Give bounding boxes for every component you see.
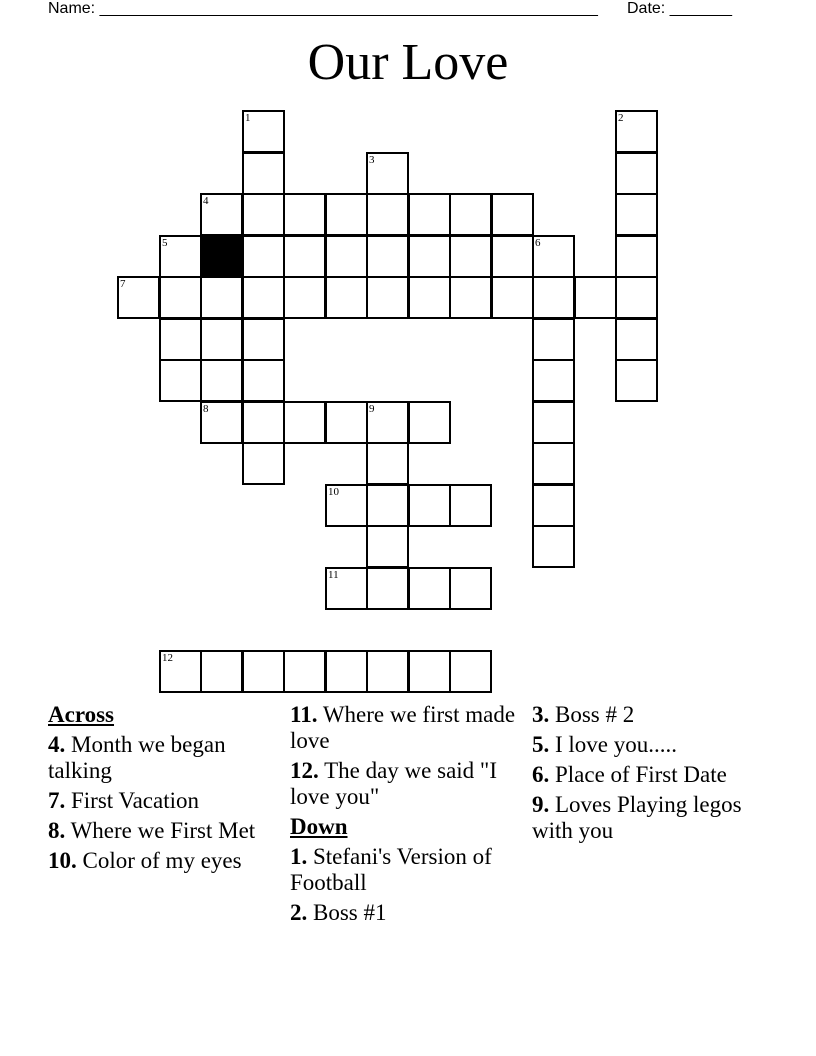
crossword-cell[interactable] [532,525,575,568]
crossword-cell[interactable] [615,276,658,319]
crossword-cell[interactable] [366,567,409,610]
crossword-cell[interactable] [200,318,243,361]
clue-number: 12. [290,758,319,783]
across-clue [48,848,283,874]
crossword-cell[interactable] [532,235,575,278]
crossword-cell[interactable] [366,650,409,693]
crossword-cell[interactable] [408,650,451,693]
crossword-cell[interactable] [366,235,409,278]
crossword-cell[interactable] [159,650,202,693]
crossword-cell[interactable] [366,401,409,444]
clues-column-1 [48,702,283,878]
crossword-cell[interactable] [200,193,243,236]
crossword-cell[interactable] [615,359,658,402]
cell-number: 12 [162,652,173,664]
crossword-cell[interactable] [449,484,492,527]
crossword-cell[interactable] [408,276,451,319]
clue-number: 5. [532,732,550,757]
crossword-cell[interactable] [242,442,285,485]
crossword-block-cell [200,235,243,278]
date-line: Date: _______ [627,0,732,17]
clue-text: Stefani's Version of Football [290,844,492,895]
crossword-cell[interactable] [200,276,243,319]
down-clue [532,792,772,844]
cell-number: 2 [618,112,624,124]
crossword-cell[interactable] [283,650,326,693]
crossword-cell[interactable] [491,193,534,236]
crossword-cell[interactable] [283,235,326,278]
crossword-cell[interactable] [200,650,243,693]
clue-text: Boss #1 [313,900,387,925]
crossword-cell[interactable] [283,276,326,319]
crossword-cell[interactable] [200,401,243,444]
crossword-cell[interactable] [491,276,534,319]
cell-number: 3 [369,154,375,166]
clue-text: The day we said "I love you" [290,758,497,809]
cell-number: 4 [203,195,209,207]
crossword-cell[interactable] [408,567,451,610]
crossword-cell[interactable] [200,359,243,402]
crossword-cell[interactable] [325,235,368,278]
clue-text: Loves Playing legos with you [532,792,742,843]
crossword-cell[interactable] [366,442,409,485]
crossword-cell[interactable] [283,401,326,444]
crossword-cell[interactable] [615,235,658,278]
cell-number: 10 [328,486,339,498]
crossword-cell[interactable] [159,359,202,402]
page-title: Our Love [307,34,509,91]
crossword-cell[interactable] [159,318,202,361]
crossword-cell[interactable] [366,276,409,319]
cell-number: 1 [245,112,251,124]
cell-number: 7 [120,278,126,290]
crossword-cell[interactable] [325,193,368,236]
crossword-cell[interactable] [408,193,451,236]
down-clue [532,732,772,758]
clue-number: 4. [48,732,66,757]
clue-text: Where we First Met [70,818,256,843]
crossword-cell[interactable] [366,193,409,236]
crossword-cell[interactable] [408,484,451,527]
clue-text: I love you..... [555,732,678,757]
clue-number: 1. [290,844,308,869]
crossword-cell[interactable] [615,193,658,236]
clue-number: 10. [48,848,77,873]
crossword-cell[interactable] [117,276,160,319]
across-heading: Across [48,702,115,727]
crossword-cell[interactable] [615,110,658,153]
cell-number: 8 [203,403,209,415]
down-clue [532,762,772,788]
cell-number: 11 [328,569,339,581]
crossword-cell[interactable] [242,401,285,444]
down-clue [290,844,528,896]
clues-column-3 [532,702,772,848]
clue-number: 9. [532,792,550,817]
clue-text: Month we began talking [48,732,226,783]
down-heading: Down [290,814,348,839]
crossword-cell[interactable] [615,318,658,361]
across-clue [290,758,528,810]
crossword-cell[interactable] [325,567,368,610]
crossword-cell[interactable] [242,235,285,278]
clues-column-2 [290,702,528,930]
down-clue [532,702,772,728]
crossword-cell[interactable] [532,276,575,319]
crossword-cell[interactable] [242,110,285,153]
clue-text: Where we first made love [290,702,516,753]
crossword-cell[interactable] [242,359,285,402]
crossword-cell[interactable] [532,484,575,527]
crossword-cell[interactable] [615,152,658,195]
cell-number: 9 [369,403,375,415]
crossword-cell[interactable] [532,318,575,361]
crossword-cell[interactable] [366,525,409,568]
crossword-cell[interactable] [242,650,285,693]
crossword-cell[interactable] [242,193,285,236]
cell-number: 5 [162,237,168,249]
crossword-cell[interactable] [366,152,409,195]
crossword-cell[interactable] [159,276,202,319]
clue-number: 2. [290,900,308,925]
crossword-cell[interactable] [449,276,492,319]
clue-text: Color of my eyes [82,848,242,873]
crossword-cell[interactable] [159,235,202,278]
crossword-cell[interactable] [242,276,285,319]
crossword-cell[interactable] [449,235,492,278]
clue-text: First Vacation [71,788,199,813]
crossword-cell[interactable] [532,401,575,444]
clue-text: Boss # 2 [555,702,635,727]
crossword-cell[interactable] [449,650,492,693]
crossword-cell[interactable] [325,401,368,444]
crossword-cell[interactable] [491,235,534,278]
across-clue [48,818,283,844]
crossword-cell[interactable] [449,193,492,236]
crossword-cell[interactable] [574,276,617,319]
clue-number: 11. [290,702,318,727]
crossword-cell[interactable] [449,567,492,610]
crossword-cell[interactable] [325,650,368,693]
crossword-cell[interactable] [325,484,368,527]
across-clue [48,732,283,784]
crossword-cell[interactable] [408,235,451,278]
crossword-cell[interactable] [242,318,285,361]
clue-number: 3. [532,702,550,727]
name-line: Name: ________________________________________________________ [48,0,598,17]
clue-number: 7. [48,788,66,813]
crossword-cell[interactable] [283,193,326,236]
across-clue [48,788,283,814]
crossword-cell[interactable] [242,152,285,195]
cell-number: 6 [535,237,541,249]
crossword-cell[interactable] [532,442,575,485]
crossword-cell[interactable] [366,484,409,527]
crossword-cell[interactable] [325,276,368,319]
clue-number: 6. [532,762,550,787]
clue-number: 8. [48,818,66,843]
crossword-cell[interactable] [532,359,575,402]
down-clue [290,900,528,926]
across-clue [290,702,528,754]
crossword-cell[interactable] [408,401,451,444]
clue-text: Place of First Date [555,762,727,787]
